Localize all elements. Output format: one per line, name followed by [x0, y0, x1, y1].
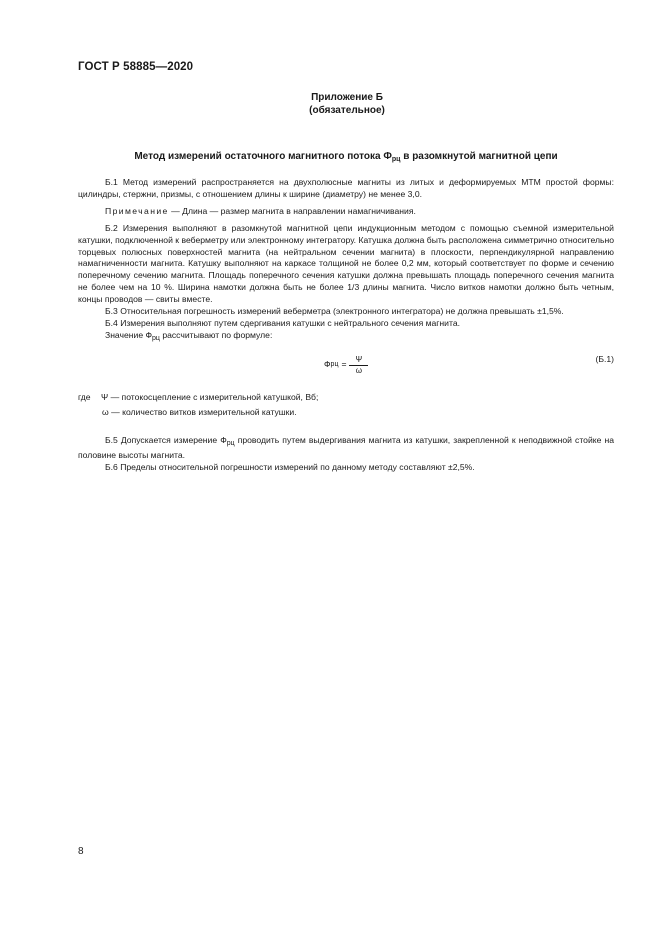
b5-subscript: рц: [226, 439, 235, 447]
formula-lhs-subscript: рц: [330, 361, 339, 369]
formula-equals: =: [341, 359, 347, 370]
b5-pre: Б.5 Допускается измерение Ф: [105, 434, 227, 445]
definition-description: — потокосцепление с измерительной катушкой, Вб;: [108, 391, 319, 402]
appendix-heading: [240, 91, 454, 117]
value-post: рассчитывают по формуле:: [159, 329, 273, 340]
appendix-title: Приложение Б: [311, 92, 383, 103]
paragraph-b2: Б.2 Измерения выполняют в разомкнутой магнитной цепи индукционным методом с помощью съемной измерительной катушки, подключенной к веберметру или электронному интегратору. Катушка должна быть расположена симметрично относительно торцевых полюсных поверхностей магнита (на нейтральном сечении магнита) в плоскости, перпендикулярной направлению намагниченности магнита. Катушку выполняют на каркасе толщиной не более 0,2 мм, который соответствует по форме и сечению поперечному сечению магнита. Площадь поперечного сечения катушки должна превышать площадь поперечного сечения магнита не более чем на 10 %. Ширина намотки должна быть не более 1/3 длины магнита. Число витков намотки должно быть четным, концы проводов — свиты вместе.: [78, 222, 614, 305]
section-title-subscript: рц: [391, 156, 401, 163]
formula-lhs: Ф: [324, 359, 331, 370]
definition-symbol: ω: [102, 406, 109, 417]
appendix-status: (обязательное): [309, 105, 385, 116]
definition-description: — количество витков измерительной катушки.: [108, 406, 297, 417]
paragraph-value: [78, 330, 614, 345]
definition-text: [102, 406, 297, 418]
paragraph-b4: Б.4 Измерения выполняют путем сдергивания катушки с нейтрального сечения магнита.: [105, 317, 460, 328]
paragraph-b5: [78, 435, 614, 462]
definition-symbol: Ψ: [101, 391, 109, 402]
variable-definitions: [78, 391, 614, 421]
paragraph-b1: Б.1 Метод измерений распространяется на двухполюсные магниты из литых и деформируемых МТМ простой формы: цилиндры, стержни, призмы, с отношением длины к ширине (диаметру) не менее 3,0.: [78, 177, 614, 199]
section-title-pre: Метод измерений остаточного магнитного потока Ф: [134, 151, 392, 162]
section-title-post: в разомкнутой магнитной цепи: [400, 151, 558, 162]
b5-post: проводить путем выдергивания магнита из катушки, закрепленной к неподвижной стойке на половине высоты магнита.: [78, 434, 614, 460]
formula-block: [78, 351, 614, 385]
note: [78, 206, 614, 218]
formula-fraction: [349, 355, 368, 376]
formula: [324, 355, 368, 376]
document-body: [78, 177, 614, 474]
formula-numerator: Ψ: [349, 355, 368, 366]
definition-row: [78, 406, 614, 421]
definition-text: [101, 391, 318, 403]
definition-row: [78, 391, 614, 406]
formula-number: (Б.1): [595, 353, 614, 364]
value-pre: Значение Ф: [105, 329, 153, 340]
paragraph-b3: Б.3 Относительная погрешность измерений веберметра (электронного интегратора) не должна превышать ±1,5%.: [105, 306, 564, 317]
where-label: где: [78, 391, 91, 402]
document-standard-header: ГОСТ Р 58885—2020: [78, 61, 194, 73]
section-title: [78, 151, 614, 163]
note-text: — Длина — размер магнита в направлении намагничивания.: [168, 205, 416, 216]
page-number: 8: [78, 846, 84, 857]
paragraph-b6: Б.6 Пределы относительной погрешности измерений по данному методу составляют ±2,5%.: [105, 461, 475, 472]
value-subscript: рц: [152, 334, 160, 342]
formula-denominator: ω: [355, 365, 362, 375]
note-label: Примечание: [105, 205, 169, 216]
